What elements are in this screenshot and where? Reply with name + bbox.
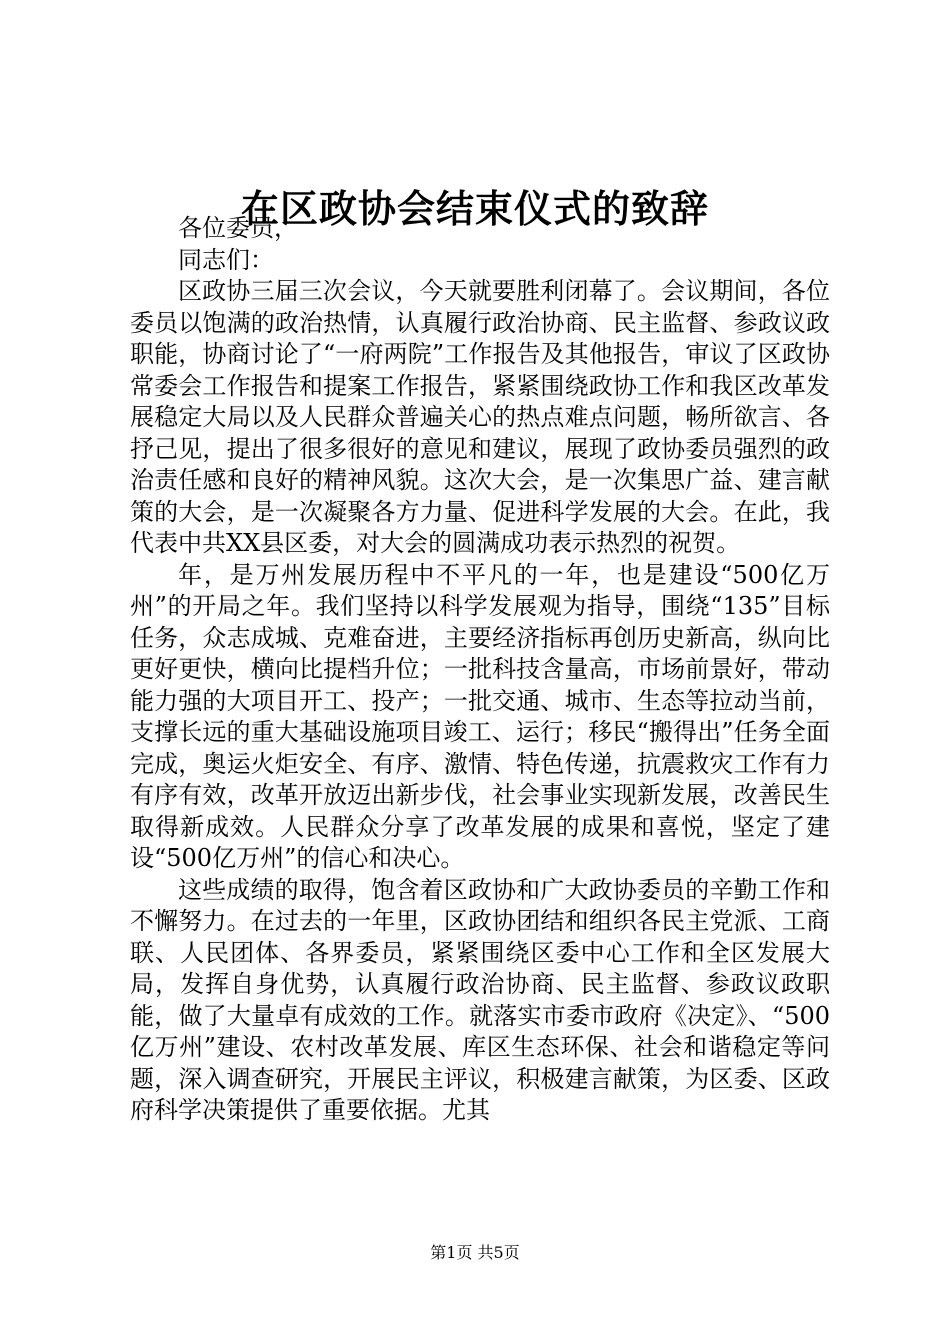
body-paragraph: 这些成绩的取得，饱含着区政协和广大政协委员的辛勤工作和不懈努力。在过去的一年里，区政协团结和组织各民主党派、工商联、人民团体、各界委员，紧紧围绕区委中心工作和全区发展大局，发挥自身优势，认真履行政治协商、民主监督、参政议政职能，做了大量卓有成效的工作。就落实市委市政府《决定》、“500亿万州”建设、农村改革发展、库区生态环保、社会和谐稳定等问题，深入调查研究，开展民主评议，积极建言献策，为区委、区政府科学决策提供了重要依据。尤其 [130,875,830,1124]
page-footer: 第1页 共5页 [430,1243,520,1262]
document-body [130,213,830,1127]
salutation-line: 同志们： [178,245,274,274]
salutation-line: 各位委员， [178,214,298,242]
body-paragraph: 区政协三届三次会议，今天就要胜利闭幕了。会议期间，各位委员以饱满的政治热情，认真履行政治协商、民主监督、参政议政职能，协商讨论了“一府两院”工作报告及其他报告，审议了区政协常委会工作报告和提案工作报告，紧紧围绕政协工作和我区改革发展稳定大局以及人民群众普遍关心的热点难点问题，畅所欲言、各抒己见，提出了很多很好的意见和建议，展现了政协委员强烈的政治责任感和良好的精神风貌。这次大会，是一次集思广益、建言献策的大会，是一次凝聚各方力量、促进科学发展的大会。在此，我代表中共XX县区委，对大会的圆满成功表示热烈的祝贺。 [130,277,830,557]
document-title: 在区政协会结束仪式的致辞 [240,186,709,231]
body-paragraph: 年，是万州发展历程中不平凡的一年，也是建设“500亿万州”的开局之年。我们坚持以科学发展观为指导，围绕“135”目标任务，众志成城、克难奋进，主要经济指标再创历史新高，纵向比更好更快，横向比提档升位；一批科技含量高，市场前景好，带动能力强的大项目开工、投产；一批交通、城市、生态等拉动当前，支撑长远的重大基础设施项目竣工、运行；移民“搬得出”任务全面完成，奥运火炬安全、有序、激情、特色传递，抗震救灾工作有力有序有效，改革开放迈出新步伐，社会事业实现新发展，改善民生取得新成效。人民群众分享了改革发展的成果和喜悦，坚定了建设“500亿万州”的信心和决心。 [130,560,830,872]
